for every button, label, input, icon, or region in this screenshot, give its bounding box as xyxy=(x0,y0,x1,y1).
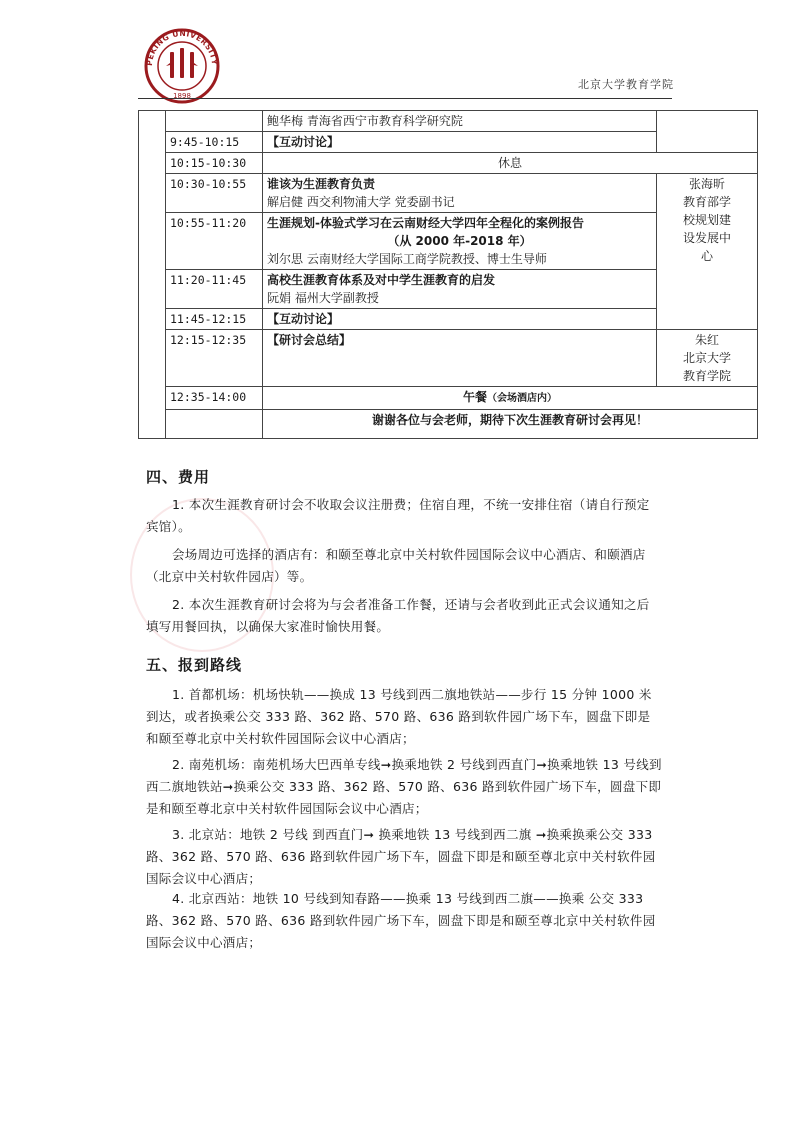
route-paragraph-2: 2. 南苑机场：南苑机场大巴西单专线➞换乘地铁 2 号线到西直门➞换乘地铁 13 号线到西二旗地铁站➞换乘公交 333 路、362 路、570 路、636 路到软件园广场下车，圆盘下即是和颐至尊北京中关村软件园国际会议中心酒店； xyxy=(146,757,662,816)
table-row xyxy=(139,330,758,387)
time-cell: 10:15-10:30 xyxy=(166,153,263,174)
chair-cell xyxy=(657,111,758,153)
session-title: 【互动讨论】 xyxy=(263,309,657,330)
route-paragraph-1: 1. 首都机场：机场快轨——换成 13 号线到西二旗地铁站——步行 15 分钟 1000 米到达，或者换乘公交 333 路、362 路、570 路、636 路到软件园广场下车，圆盘下即是和颐至尊北京中关村软件园国际会议中心酒店； xyxy=(146,687,652,746)
session-cell xyxy=(263,213,657,270)
fees-paragraph-2: 会场周边可选择的酒店有：和颐至尊北京中关村软件园国际会议中心酒店、和颐酒店（北京中关村软件园店）等。 xyxy=(146,547,646,584)
break-label: 休息 xyxy=(263,153,758,174)
chair-line: 朱红 xyxy=(694,333,719,347)
time-cell: 11:45-12:15 xyxy=(166,309,263,330)
header-divider xyxy=(138,98,672,99)
chair-cell xyxy=(657,174,758,330)
lunch-note: （会场酒店内） xyxy=(487,393,557,404)
table-row xyxy=(139,153,758,174)
session-title: 谁该为生涯教育负责 xyxy=(267,177,376,191)
lunch-cell xyxy=(263,387,758,410)
chair-line: 教育部学 xyxy=(682,195,731,209)
schedule-table xyxy=(138,110,758,439)
table-row xyxy=(139,174,758,213)
session-speaker: 解启健 西交利物浦大学 党委副书记 xyxy=(267,195,455,209)
session-cell xyxy=(263,270,657,309)
session-title: 高校生涯教育体系及对中学生涯教育的启发 xyxy=(267,273,496,287)
session-speaker: 阮娟 福州大学副教授 xyxy=(267,291,379,305)
chair-line: 心 xyxy=(700,249,713,263)
table-row xyxy=(139,111,758,132)
closing-remark: 谢谢各位与会老师，期待下次生涯教育研讨会再见！ xyxy=(263,410,758,439)
time-cell: 10:30-10:55 xyxy=(166,174,263,213)
session-title: 生涯规划-体验式学习在云南财经大学四年全程化的案例报告 xyxy=(267,216,584,230)
chair-line: 北京大学 xyxy=(682,351,731,365)
time-cell xyxy=(166,410,263,439)
chair-line: 教育学院 xyxy=(682,369,731,383)
time-cell: 11:20-11:45 xyxy=(166,270,263,309)
fees-paragraph-3: 2. 本次生涯教育研讨会将为与会者准备工作餐，还请与会者收到此正式会议通知之后填写用餐回执，以确保大家准时愉快用餐。 xyxy=(146,597,650,634)
session-title: 【互动讨论】 xyxy=(263,132,657,153)
table-row xyxy=(139,387,758,410)
peking-university-seal-icon xyxy=(140,26,224,104)
time-cell: 12:15-12:35 xyxy=(166,330,263,387)
session-title: 【研讨会总结】 xyxy=(263,330,657,387)
lunch-label: 午餐 xyxy=(462,390,487,404)
route-paragraph-4: 4. 北京西站：地铁 10 号线到知春路——换乘 13 号线到西二旗——换乘 公交 333 路、362 路、570 路、636 路到软件园广场下车，圆盘下即是和颐至尊北京中关村软件园国际会议中心酒店； xyxy=(146,891,656,950)
route-paragraph-3: 3. 北京站：地铁 2 号线 到西直门➞ 换乘地铁 13 号线到西二旗 ➞换乘换乘公交 333 路、362 路、570 路、636 路到软件园广场下车，圆盘下即是和颐至尊北京中关村软件园国际会议中心酒店； xyxy=(146,827,656,886)
logo-year: 1898 xyxy=(173,92,191,100)
table-row xyxy=(139,410,758,439)
logo-letters: PEKING UNIVERSITY xyxy=(144,28,220,67)
chair-line: 设发展中 xyxy=(682,231,731,245)
blank-column-cell xyxy=(139,111,166,439)
time-cell xyxy=(166,111,263,132)
session-speaker: 刘尔思 云南财经大学国际工商学院教授、博士生导师 xyxy=(267,252,547,266)
time-cell: 12:35-14:00 xyxy=(166,387,263,410)
chair-line: 校规划建 xyxy=(682,213,731,227)
speaker-cell: 鲍华梅 青海省西宁市教育科学研究院 xyxy=(263,111,657,132)
session-cell xyxy=(263,174,657,213)
time-cell: 9:45-10:15 xyxy=(166,132,263,153)
time-cell: 10:55-11:20 xyxy=(166,213,263,270)
fees-paragraph-1: 1. 本次生涯教育研讨会不收取会议注册费；住宿自理，不统一安排住宿（请自行预定宾馆）。 xyxy=(146,497,650,534)
chair-cell xyxy=(657,330,758,387)
section-heading-fees: 四、费用 xyxy=(146,468,211,486)
session-subtitle: （从 2000 年-2018 年） xyxy=(387,234,532,248)
section-heading-routes: 五、报到路线 xyxy=(146,656,243,674)
header-org-name: 北京大学教育学院 xyxy=(578,78,674,91)
chair-line: 张海昕 xyxy=(688,177,725,191)
